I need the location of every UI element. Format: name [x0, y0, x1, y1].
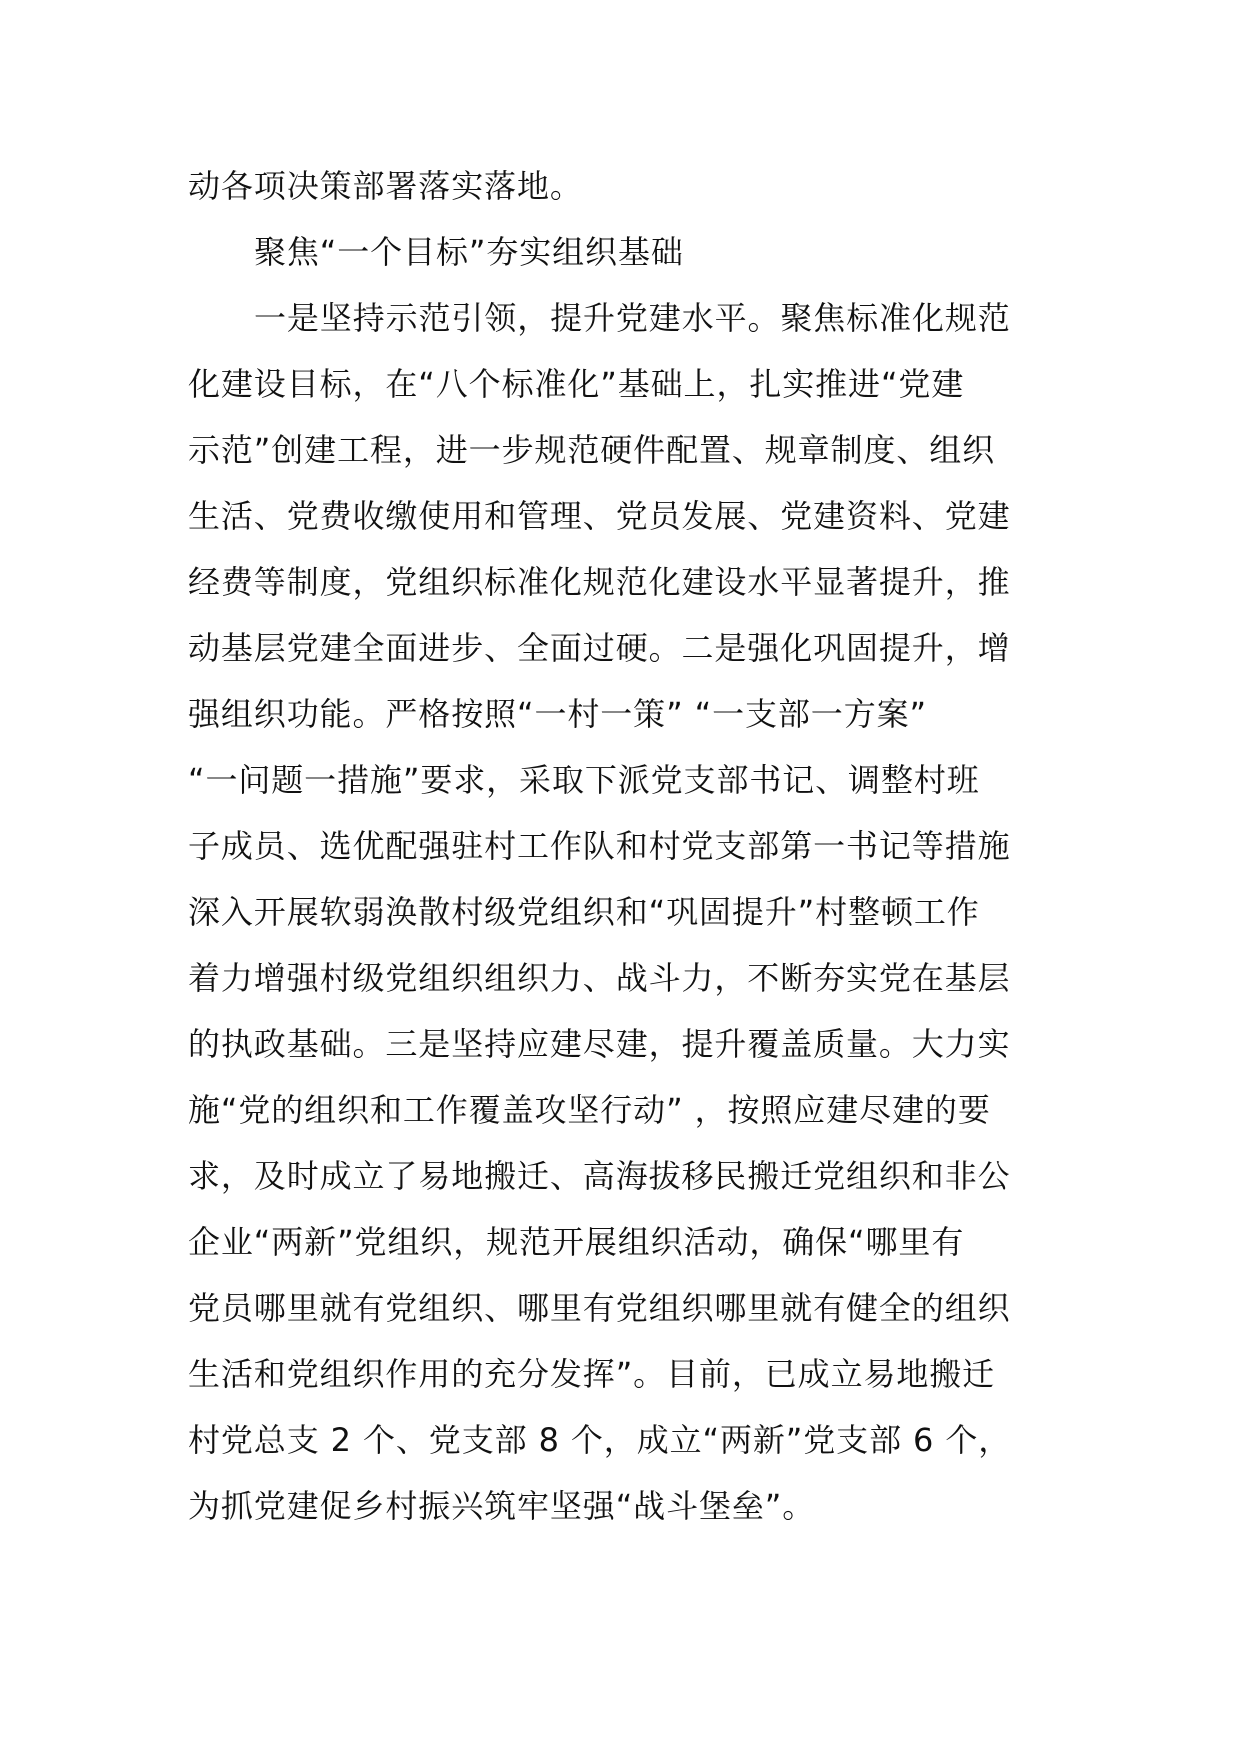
body-line: 着力增强村级党组织组织力、战斗力，不断夯实党在基层 [188, 959, 1011, 997]
body-line: 企业“两新”党组织，规范开展组织活动，确保“哪里有 [188, 1223, 965, 1261]
body-line: 化建设目标，在“八个标准化”基础上，扎实推进“党建 [188, 365, 965, 403]
body-line: 子成员、选优配强驻村工作队和村党支部第一书记等措施 [188, 827, 1011, 865]
body-line: “一问题一措施”要求，采取下派党支部书记、调整村班 [188, 761, 980, 799]
body-line: 示范”创建工程，进一步规范硬件配置、规章制度、组织 [188, 431, 996, 469]
body-line: 动基层党建全面进步、全面过硬。二是强化巩固提升，增 [188, 629, 1011, 667]
section-heading: 聚焦“一个目标”夯实组织基础 [254, 233, 684, 271]
document-text [188, 153, 1058, 1539]
body-line: 经费等制度，党组织标准化规范化建设水平显著提升，推 [188, 563, 1011, 601]
body-line: 为抓党建促乡村振兴筑牢坚强“战斗堡垒”。 [188, 1487, 816, 1525]
continuation-line: 动各项决策部署落实落地。 [188, 167, 583, 205]
body-line: 强组织功能。严格按照“一村一策” “一支部一方案” [188, 695, 927, 733]
body-line: 一是坚持示范引领，提升党建水平。聚焦标准化规范 [254, 299, 1011, 337]
body-line: 求，及时成立了易地搬迁、高海拔移民搬迁党组织和非公 [188, 1157, 1011, 1195]
body-line: 生活和党组织作用的充分发挥”。目前，已成立易地搬迁 [188, 1355, 996, 1393]
body-line: 党员哪里就有党组织、哪里有党组织哪里就有健全的组织 [188, 1289, 1011, 1327]
body-line: 的执政基础。三是坚持应建尽建，提升覆盖质量。大力实 [188, 1025, 1011, 1063]
body-line: 施“党的组织和工作覆盖攻坚行动” ，按照应建尽建的要 [188, 1091, 991, 1129]
body-line: 村党总支 2 个、党支部 8 个，成立“两新”党支部 6 个， [188, 1421, 1012, 1459]
body-line: 深入开展软弱涣散村级党组织和“巩固提升”村整顿工作 [188, 893, 980, 931]
body-line: 生活、党费收缴使用和管理、党员发展、党建资料、党建 [188, 497, 1011, 535]
